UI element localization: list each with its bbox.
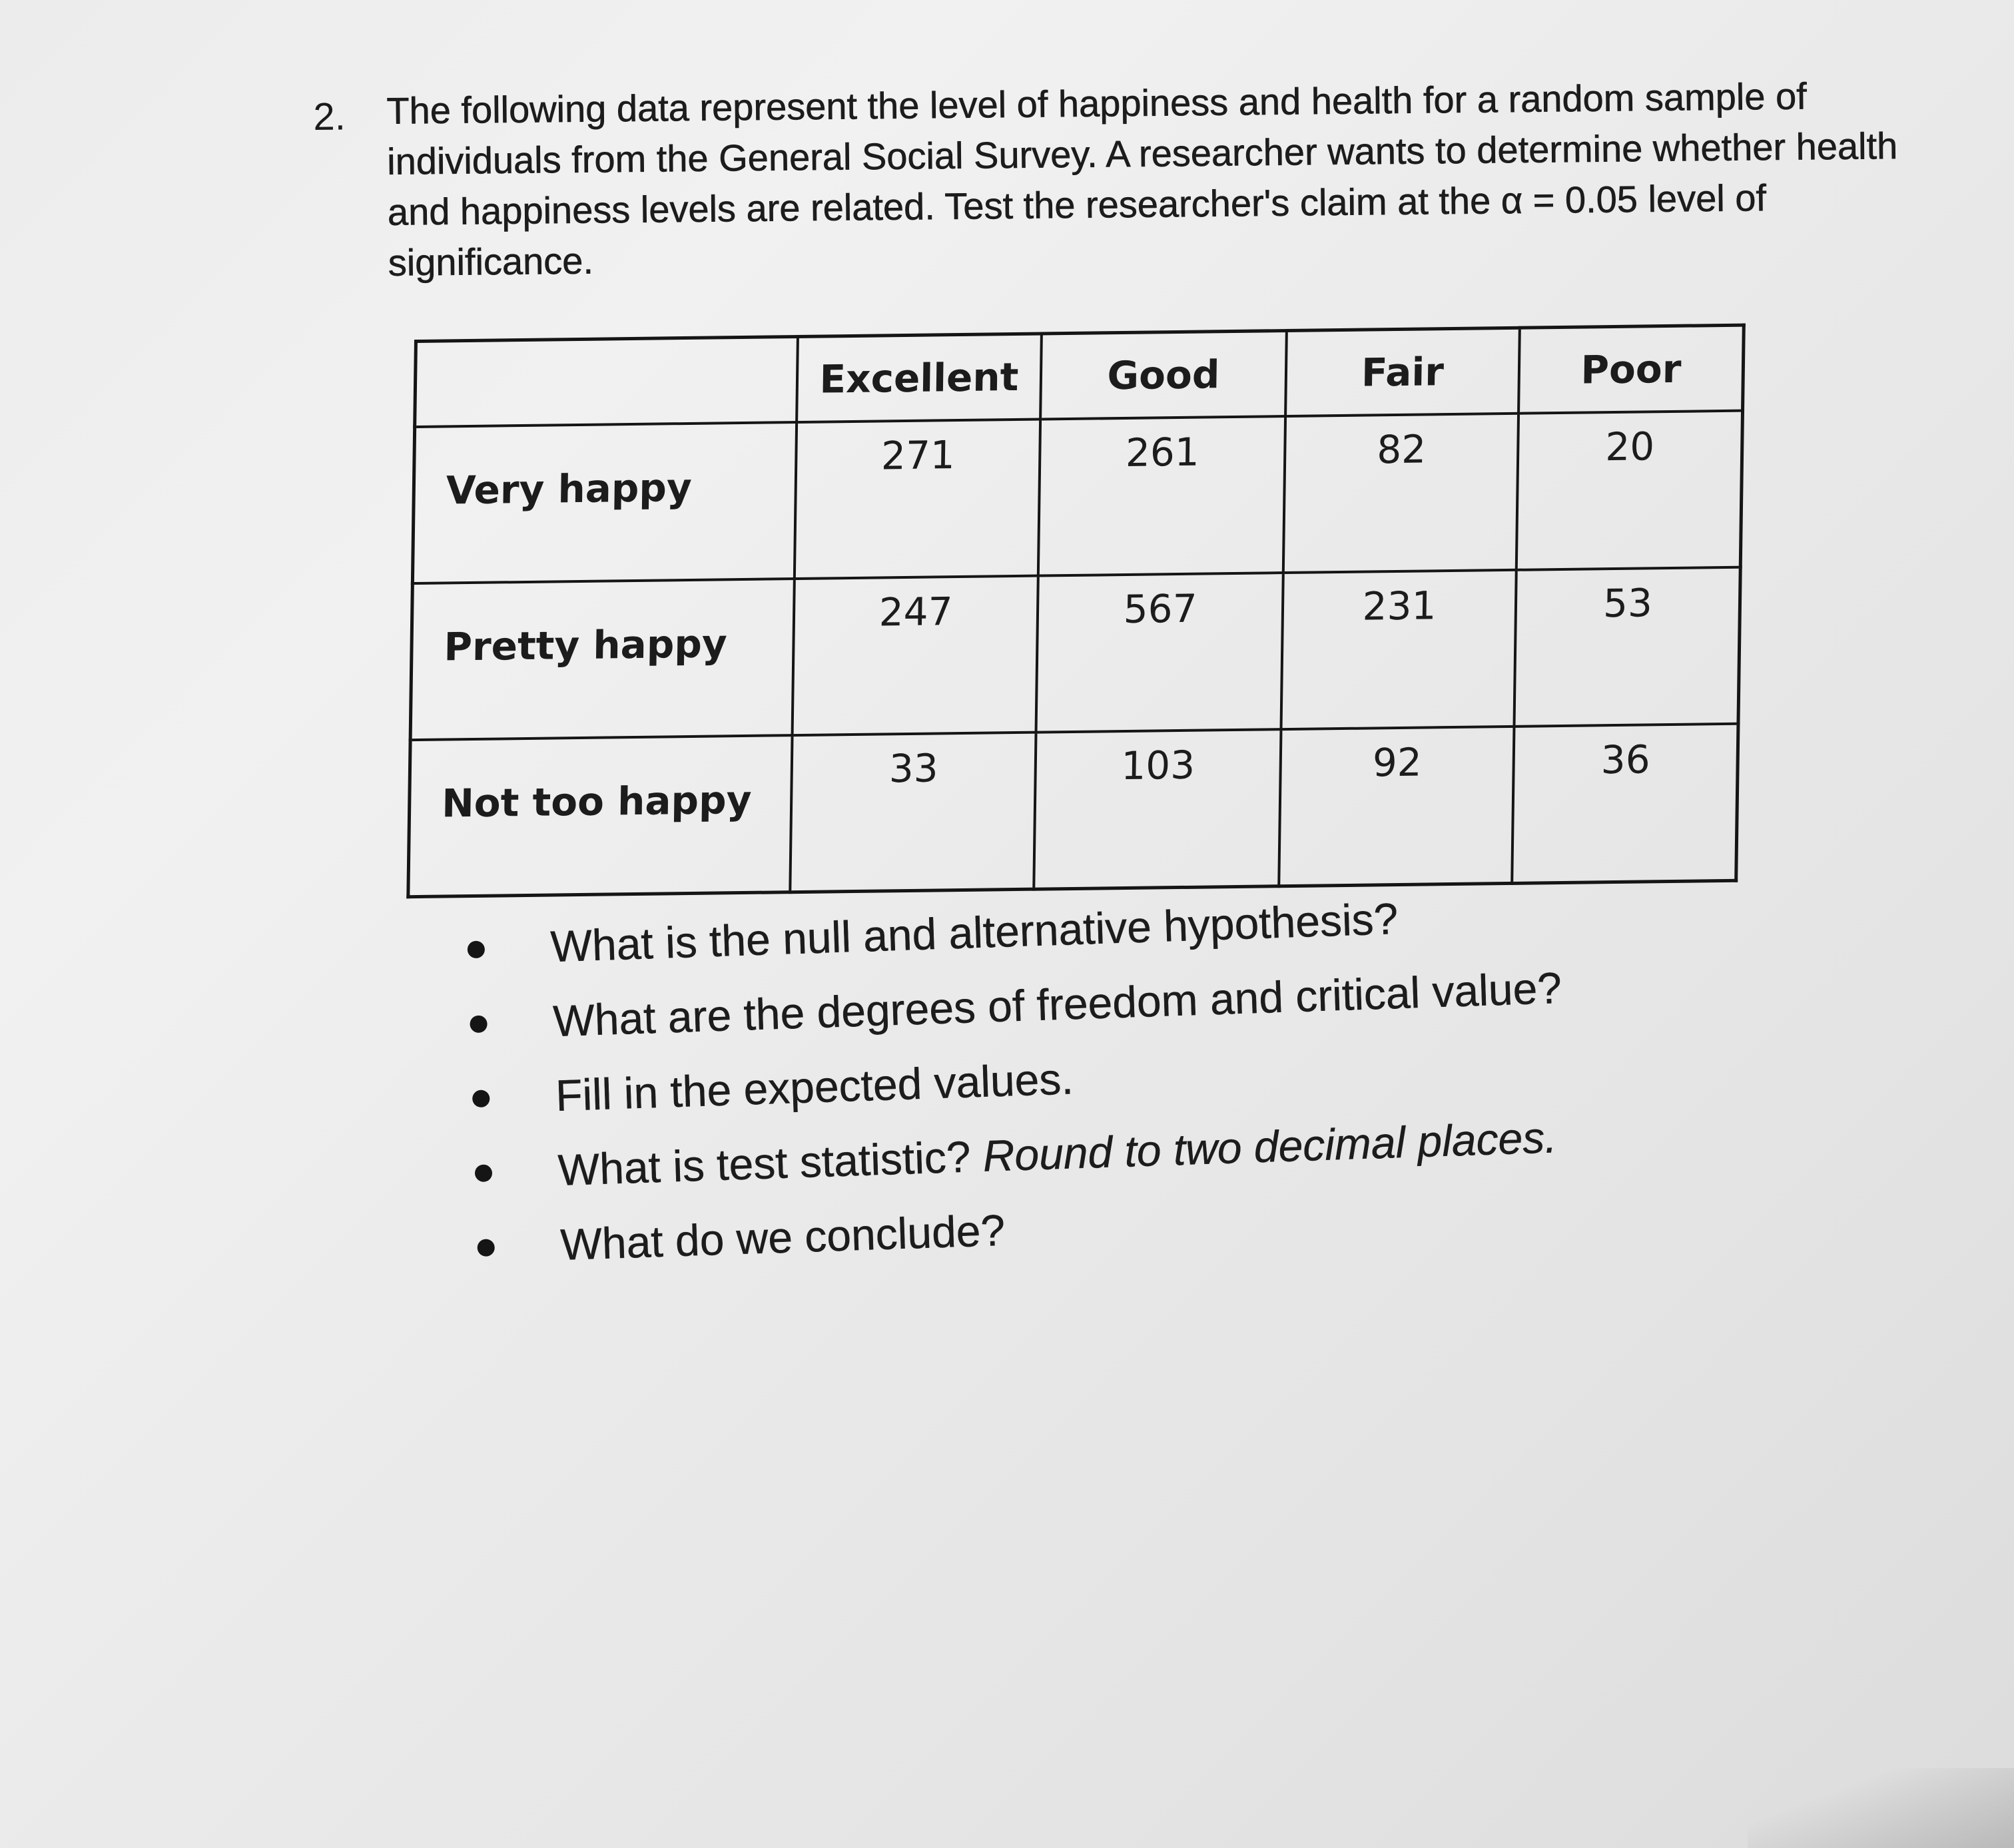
- table-row: [412, 411, 1742, 583]
- page-edge-shadow: [1748, 1768, 2014, 1848]
- bullet-text: What is test statistic?: [557, 1131, 984, 1195]
- table-cell: 231: [1281, 570, 1516, 729]
- question-number: 2.: [313, 95, 346, 139]
- contingency-table: [406, 324, 1746, 899]
- table-cell: 33: [790, 733, 1036, 892]
- table-cell: 82: [1283, 414, 1518, 573]
- bullet-icon: [477, 1239, 495, 1257]
- table-cell: 247: [793, 576, 1038, 736]
- bullet-icon: [467, 940, 485, 958]
- bullet-text: Fill in the expected values.: [554, 1054, 1074, 1121]
- bullet-icon: [475, 1164, 493, 1182]
- question-block: [313, 69, 1938, 284]
- table-cell: 261: [1038, 416, 1285, 576]
- row-header-not-too-happy: Not too happy: [408, 735, 793, 897]
- bullet-icon: [470, 1015, 488, 1033]
- column-header-poor: Poor: [1518, 325, 1744, 414]
- row-header-very-happy: Very happy: [412, 422, 797, 583]
- bullet-list: [453, 876, 1570, 1285]
- bullet-text: What do we conclude?: [559, 1205, 1006, 1269]
- table-cell: 36: [1512, 724, 1738, 884]
- bullet-italic-text: Round to two decimal places.: [982, 1112, 1558, 1181]
- bullet-text: What are the degrees of freedom and critical value?: [552, 962, 1563, 1046]
- column-header-excellent: Excellent: [797, 334, 1042, 422]
- table-cell: 92: [1279, 727, 1514, 886]
- sub-questions: [453, 876, 1570, 1285]
- table-header-row: [415, 325, 1744, 427]
- table-cell: 20: [1516, 411, 1743, 570]
- contingency-table-wrapper: [406, 324, 1746, 899]
- table-row: [408, 724, 1738, 897]
- bullet-text: What is the null and alternative hypothesis?: [549, 893, 1399, 972]
- table-row: [410, 567, 1740, 740]
- column-header-good: Good: [1040, 330, 1287, 419]
- table-cell: 567: [1036, 573, 1283, 733]
- bullet-icon: [472, 1089, 490, 1107]
- column-header-fair: Fair: [1285, 328, 1520, 416]
- question-text: The following data represent the level of happiness and health for a random sample of individuals from the General Social Survey. A researcher wants to determine whether health and happiness levels are related. Test the researcher's claim at the α = 0.05 level of significance.: [386, 75, 1898, 284]
- table-cell: 53: [1514, 567, 1740, 727]
- table-corner-cell: [415, 336, 798, 427]
- table-cell: 103: [1034, 729, 1281, 889]
- table-cell: 271: [795, 420, 1040, 579]
- row-header-pretty-happy: Pretty happy: [410, 579, 795, 740]
